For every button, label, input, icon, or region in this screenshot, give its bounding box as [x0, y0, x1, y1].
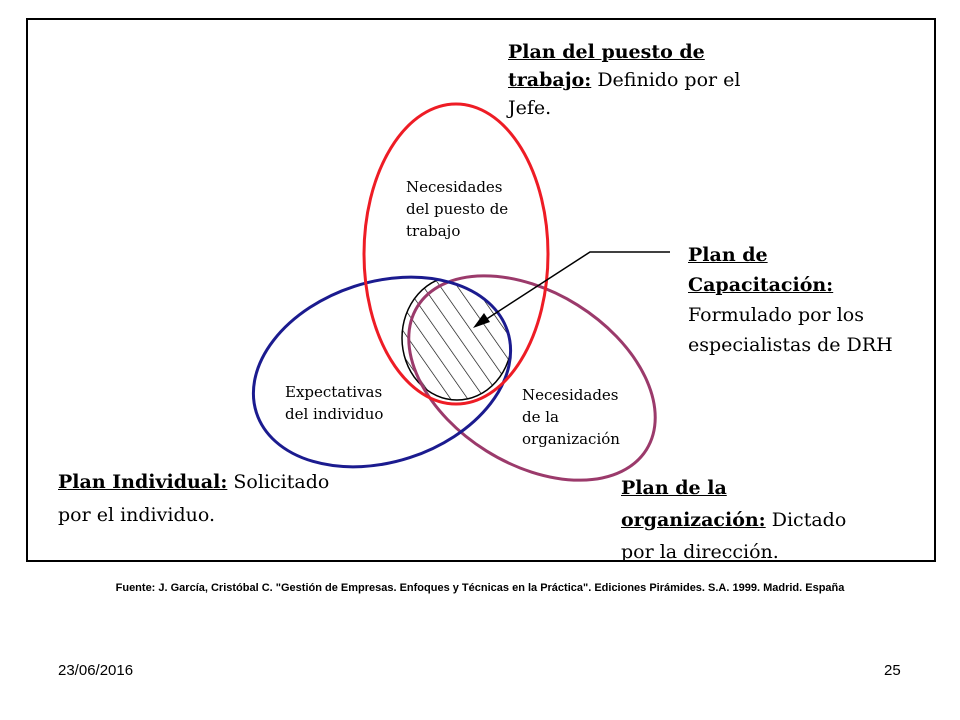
footer-page-number: 25 — [884, 662, 901, 679]
organization-plan-title: Plan de la organización: — [621, 477, 766, 531]
organization-needs-label: Necesidades de la organización — [522, 386, 620, 448]
training-plan-title: Plan de Capacitación: — [688, 244, 834, 296]
job-needs-label: Necesidades del puesto de trabajo — [406, 178, 509, 240]
job-plan-text — [508, 38, 748, 122]
organization-plan-text — [621, 472, 871, 568]
source-citation: Fuente: J. García, Cristóbal C. "Gestión de Empresas. Enfoques y Técnicas en la Práctica". Ediciones Pirámides. S.A. 1999. Madrid. España — [115, 582, 845, 594]
individual-plan-description: Solicitado por el individuo. — [58, 471, 330, 526]
training-plan-pointer-line — [482, 252, 670, 322]
job-plan-title: Plan del puesto de trabajo: — [508, 41, 705, 91]
training-plan-description: Formulado por los especialistas de DRH — [688, 304, 893, 356]
footer-date: 23/06/2016 — [58, 662, 134, 679]
job-plan-description: Definido por el Jefe. — [508, 69, 741, 119]
organization-plan-description: Dictado por la dirección. — [621, 509, 847, 563]
individual-plan-title: Plan Individual: — [58, 471, 228, 493]
individual-plan-text — [58, 466, 358, 532]
individual-expectations-label: Expectativas del individuo — [285, 383, 384, 423]
training-plan-text — [688, 240, 903, 360]
